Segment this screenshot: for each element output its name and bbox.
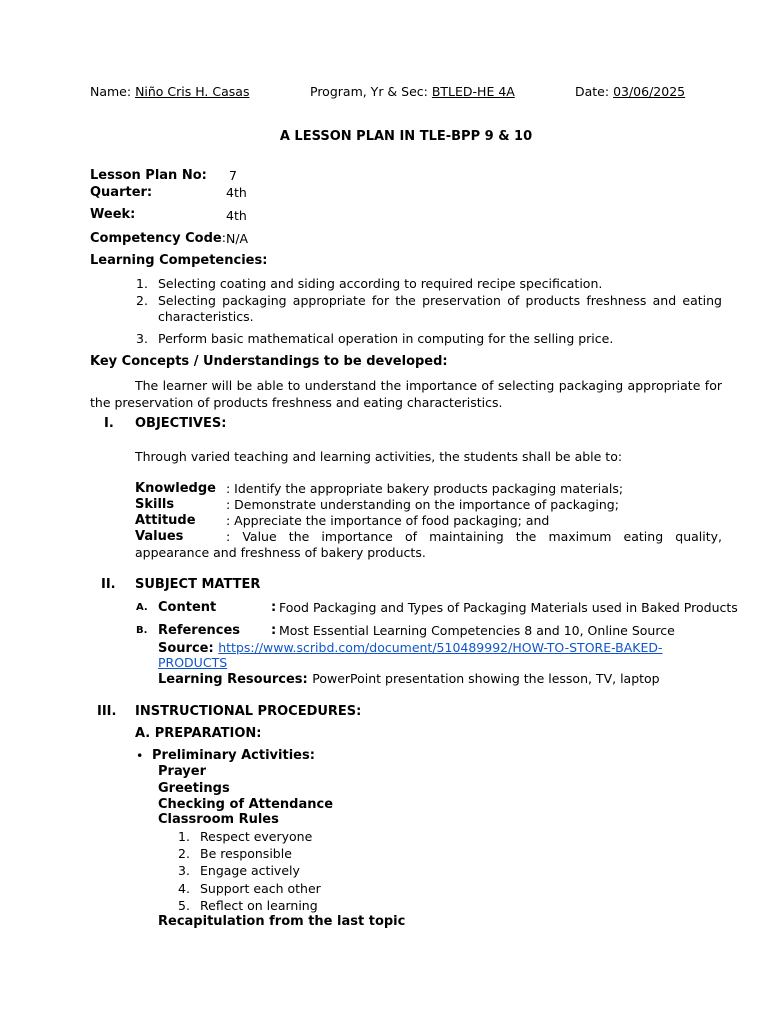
competency-item-3: Perform basic mathematical operation in computing for the selling price. — [158, 331, 614, 346]
rule-item-2: Be responsible — [200, 846, 292, 861]
competency-colon: : — [221, 230, 226, 245]
competency-num-3: 3. — [136, 331, 148, 346]
competency-code — [90, 230, 226, 246]
learning-resources — [158, 671, 660, 687]
values-label: Values — [135, 529, 184, 544]
source-line — [158, 640, 663, 656]
rule-num-1: 1. — [178, 829, 190, 844]
source-label: Source: — [158, 641, 219, 656]
greetings-label: Greetings — [158, 781, 230, 796]
source-link[interactable]: https://www.scribd.com/document/510489992/HOW-TO-STORE-BAKED- — [218, 640, 663, 655]
program-value: BTLED-HE 4A — [431, 84, 515, 99]
knowledge-label: Knowledge — [135, 481, 216, 496]
content-text: Food Packaging and Types of Packaging Materials used in Baked Products — [279, 600, 738, 615]
program-label: Program, Yr & Sec: — [310, 84, 432, 99]
content-label: Content — [158, 600, 217, 615]
date-field — [575, 84, 685, 99]
subject-matter-numeral: II. — [101, 577, 116, 592]
rule-item-1: Respect everyone — [200, 829, 313, 844]
rule-num-4: 4. — [178, 881, 190, 896]
objectives-heading: OBJECTIVES: — [135, 416, 227, 431]
lesson-plan-label: Lesson Plan No: — [90, 168, 207, 183]
competency-num-1: 1. — [136, 276, 148, 291]
recap-heading: Recapitulation from the last topic — [158, 914, 406, 929]
attitude-label: Attitude — [135, 513, 196, 528]
references-letter: B. — [136, 625, 148, 636]
quarter-value: 4th — [226, 185, 247, 200]
rule-num-3: 3. — [178, 863, 190, 878]
rule-item-3: Engage actively — [200, 863, 300, 878]
source-link-continued[interactable]: PRODUCTS — [158, 655, 228, 670]
learning-competencies-heading: Learning Competencies: — [90, 253, 268, 268]
rule-num-5: 5. — [178, 898, 190, 913]
program-field — [310, 84, 515, 99]
week-value: 4th — [226, 208, 247, 223]
skills-text: : Demonstrate understanding on the importance of packaging; — [226, 497, 619, 512]
competency-item-2: Selecting packaging appropriate for the preservation of products freshness and eating characteristics. — [158, 293, 722, 324]
content-colon: : — [271, 600, 277, 615]
lesson-plan-value: 7 — [229, 168, 237, 183]
key-concepts-text: The learner will be able to understand the importance of selecting packaging appropriate for the preservation of products freshness and eating characteristics. — [90, 378, 722, 410]
name-value: Niño Cris H. Casas — [135, 84, 250, 99]
resources-label: Learning Resources: — [158, 672, 313, 687]
competency-label: Competency Code — [90, 231, 222, 246]
prayer-label: Prayer — [158, 764, 207, 779]
key-concepts-heading: Key Concepts / Understandings to be developed: — [90, 354, 448, 369]
preliminary-heading: Preliminary Activities: — [152, 748, 315, 763]
rule-item-4: Support each other — [200, 881, 321, 896]
resources-text: PowerPoint presentation showing the lesson, TV, laptop — [312, 671, 660, 686]
attitude-text: : Appreciate the importance of food packaging; and — [226, 513, 550, 528]
date-value: 03/06/2025 — [613, 84, 686, 99]
subject-matter-heading: SUBJECT MATTER — [135, 577, 261, 592]
references-colon: : — [271, 623, 277, 638]
objectives-numeral: I. — [104, 416, 114, 431]
date-label: Date: — [575, 84, 614, 99]
values-text: : Value the importance of maintaining the maximum eating quality, appearance and freshness of bakery products. — [135, 529, 722, 560]
competency-num-2: 2. — [136, 293, 148, 308]
procedures-heading: INSTRUCTIONAL PROCEDURES: — [135, 704, 362, 719]
competency-value: N/A — [226, 231, 249, 246]
name-field — [90, 84, 249, 99]
rule-item-5: Reflect on learning — [200, 898, 318, 913]
references-text: Most Essential Learning Competencies 8 and 10, Online Source — [279, 623, 675, 638]
page-title: A LESSON PLAN IN TLE-BPP 9 & 10 — [279, 129, 533, 144]
competency-item-1: Selecting coating and siding according to required recipe specification. — [158, 276, 603, 291]
classroom-rules-heading: Classroom Rules — [158, 812, 279, 827]
references-label: References — [158, 623, 241, 638]
attendance-label: Checking of Attendance — [158, 797, 334, 812]
skills-label: Skills — [135, 497, 175, 512]
procedures-numeral: III. — [97, 704, 117, 719]
content-letter: A. — [136, 602, 148, 613]
bullet-icon: • — [136, 748, 144, 763]
rule-num-2: 2. — [178, 846, 190, 861]
objectives-intro: Through varied teaching and learning activities, the students shall be able to: — [135, 449, 623, 464]
name-label: Name: — [90, 84, 136, 99]
quarter-label: Quarter: — [90, 185, 153, 200]
knowledge-text: : Identify the appropriate bakery products packaging materials; — [226, 481, 624, 496]
preparation-heading: A. PREPARATION: — [135, 726, 262, 741]
week-label: Week: — [90, 207, 136, 222]
